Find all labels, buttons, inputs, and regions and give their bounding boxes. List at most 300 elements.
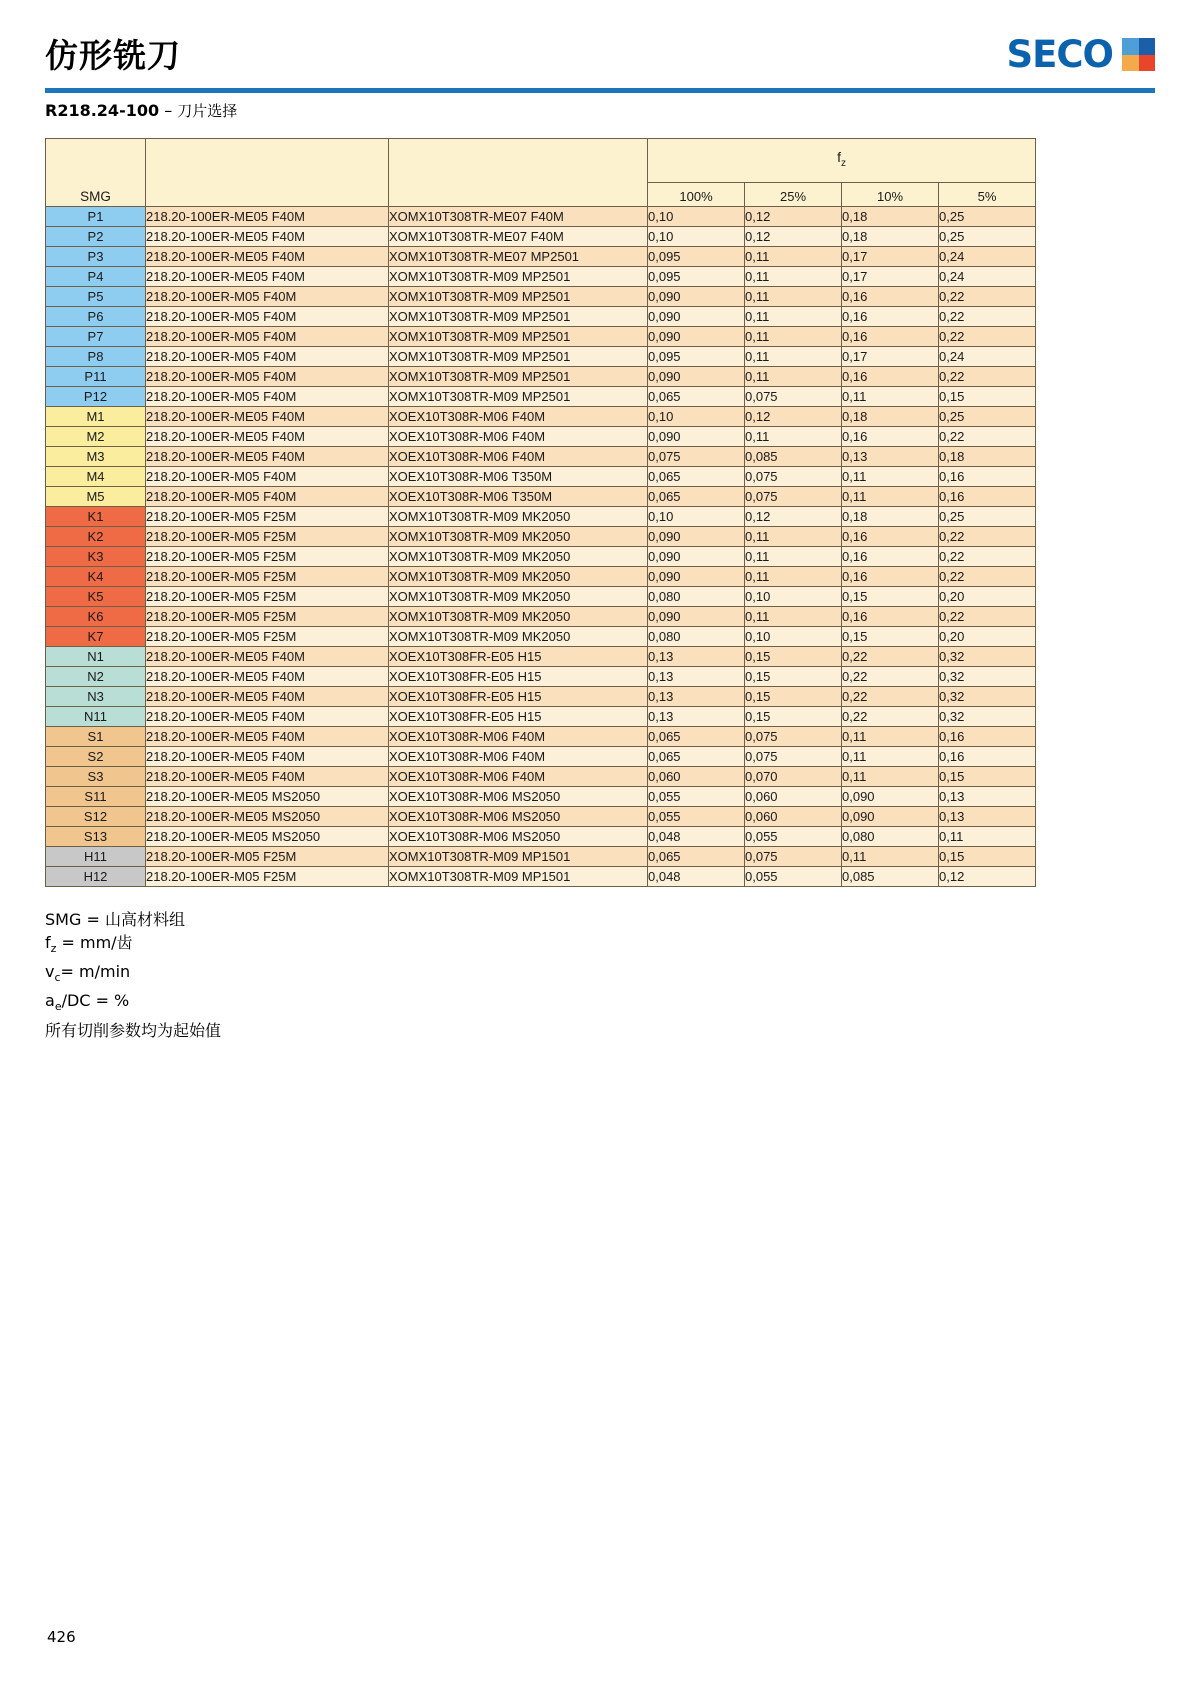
cell-cutter: 218.20-100ER-M05 F40M (146, 347, 389, 367)
cell-fz-25: 0,11 (745, 607, 842, 627)
cell-cutter: 218.20-100ER-ME05 F40M (146, 447, 389, 467)
cell-smg: N3 (46, 687, 146, 707)
table-row (46, 567, 1036, 587)
insert-selection-table-wrap (45, 138, 1035, 887)
cell-insert: XOEX10T308R-M06 F40M (389, 747, 648, 767)
header-fz-100: 100% (648, 183, 745, 207)
cell-fz-100: 0,065 (648, 727, 745, 747)
cell-fz-100: 0,13 (648, 707, 745, 727)
cell-fz-25: 0,055 (745, 867, 842, 887)
cell-fz-10: 0,22 (842, 707, 939, 727)
cell-smg: K1 (46, 507, 146, 527)
cell-fz-100: 0,048 (648, 827, 745, 847)
cell-fz-5: 0,15 (939, 847, 1036, 867)
cell-smg: P5 (46, 287, 146, 307)
cell-fz-5: 0,16 (939, 467, 1036, 487)
cell-fz-25: 0,15 (745, 667, 842, 687)
cell-cutter: 218.20-100ER-M05 F25M (146, 627, 389, 647)
table-row (46, 667, 1036, 687)
cell-insert: XOEX10T308R-M06 F40M (389, 447, 648, 467)
cell-fz-100: 0,090 (648, 327, 745, 347)
cell-cutter: 218.20-100ER-M05 F25M (146, 847, 389, 867)
cell-cutter: 218.20-100ER-M05 F40M (146, 307, 389, 327)
cell-fz-100: 0,080 (648, 587, 745, 607)
cell-fz-25: 0,15 (745, 687, 842, 707)
cell-fz-5: 0,16 (939, 747, 1036, 767)
cell-cutter: 218.20-100ER-M05 F25M (146, 867, 389, 887)
table-row (46, 227, 1036, 247)
cell-fz-25: 0,11 (745, 527, 842, 547)
cell-fz-25: 0,075 (745, 747, 842, 767)
cell-fz-5: 0,15 (939, 387, 1036, 407)
cell-fz-5: 0,15 (939, 767, 1036, 787)
table-row (46, 507, 1036, 527)
cell-smg: K3 (46, 547, 146, 567)
cell-fz-25: 0,075 (745, 387, 842, 407)
footnote-value: = mm/齿 (56, 933, 133, 952)
cell-fz-25: 0,10 (745, 627, 842, 647)
cell-cutter: 218.20-100ER-ME05 MS2050 (146, 787, 389, 807)
header-divider (45, 88, 1155, 93)
table-row (46, 727, 1036, 747)
cell-fz-5: 0,32 (939, 647, 1036, 667)
cell-fz-25: 0,10 (745, 587, 842, 607)
cell-fz-100: 0,090 (648, 527, 745, 547)
cell-insert: XOEX10T308R-M06 MS2050 (389, 827, 648, 847)
cell-insert: XOMX10T308TR-M09 MP2501 (389, 327, 648, 347)
cell-insert: XOMX10T308TR-M09 MP2501 (389, 367, 648, 387)
cell-fz-5: 0,24 (939, 247, 1036, 267)
cell-cutter: 218.20-100ER-M05 F25M (146, 547, 389, 567)
cell-fz-10: 0,15 (842, 627, 939, 647)
cell-fz-5: 0,18 (939, 447, 1036, 467)
cell-fz-10: 0,16 (842, 327, 939, 347)
cell-fz-25: 0,060 (745, 807, 842, 827)
cell-fz-10: 0,11 (842, 467, 939, 487)
cell-fz-5: 0,20 (939, 627, 1036, 647)
cell-fz-10: 0,15 (842, 587, 939, 607)
footnote-key: $v_c$ (45, 962, 61, 985)
cell-insert: XOEX10T308R-M06 MS2050 (389, 807, 648, 827)
table-row (46, 387, 1036, 407)
cell-cutter: 218.20-100ER-M05 F40M (146, 487, 389, 507)
cell-fz-5: 0,13 (939, 787, 1036, 807)
cell-fz-100: 0,090 (648, 287, 745, 307)
cell-fz-25: 0,060 (745, 787, 842, 807)
cell-fz-25: 0,11 (745, 547, 842, 567)
cell-insert: XOMX10T308TR-M09 MP2501 (389, 267, 648, 287)
table-row (46, 807, 1036, 827)
cell-cutter: 218.20-100ER-M05 F25M (146, 607, 389, 627)
cell-fz-25: 0,075 (745, 727, 842, 747)
cell-fz-100: 0,13 (648, 667, 745, 687)
table-row (46, 447, 1036, 467)
product-code: R218.24-100 (45, 101, 160, 120)
footnote-value: = m/min (60, 962, 131, 982)
cell-smg: K4 (46, 567, 146, 587)
cell-fz-10: 0,16 (842, 527, 939, 547)
cell-cutter: 218.20-100ER-M05 F25M (146, 507, 389, 527)
cell-fz-25: 0,12 (745, 507, 842, 527)
cell-fz-100: 0,055 (648, 787, 745, 807)
table-row (46, 827, 1036, 847)
table-row (46, 467, 1036, 487)
seco-wordmark: SECO (1006, 33, 1113, 76)
footnote-value: = 山高材料组 (81, 910, 185, 929)
cell-insert: XOEX10T308R-M06 F40M (389, 427, 648, 447)
cell-fz-10: 0,22 (842, 667, 939, 687)
footnote-line (45, 908, 221, 931)
cell-fz-25: 0,15 (745, 647, 842, 667)
cell-smg: N2 (46, 667, 146, 687)
table-row (46, 207, 1036, 227)
cell-fz-100: 0,095 (648, 267, 745, 287)
cell-insert: XOEX10T308R-M06 T350M (389, 467, 648, 487)
table-row (46, 607, 1036, 627)
cell-fz-100: 0,13 (648, 687, 745, 707)
subtitle-separator: – (159, 101, 178, 120)
cell-fz-10: 0,16 (842, 567, 939, 587)
cell-smg: P2 (46, 227, 146, 247)
cell-fz-25: 0,11 (745, 567, 842, 587)
cell-fz-5: 0,22 (939, 547, 1036, 567)
cell-fz-100: 0,065 (648, 487, 745, 507)
cell-smg: H11 (46, 847, 146, 867)
cell-insert: XOMX10T308TR-ME07 F40M (389, 207, 648, 227)
footnote-key: $a_e$ (45, 991, 62, 1014)
cell-fz-5: 0,22 (939, 327, 1036, 347)
table-row (46, 847, 1036, 867)
cell-fz-100: 0,095 (648, 247, 745, 267)
cell-fz-5: 0,25 (939, 407, 1036, 427)
cell-insert: XOMX10T308TR-M09 MP1501 (389, 847, 648, 867)
header-fz-group (648, 139, 1036, 183)
cell-fz-25: 0,11 (745, 267, 842, 287)
footnote-line (45, 989, 221, 1018)
cell-fz-10: 0,11 (842, 847, 939, 867)
page-header (45, 30, 1155, 92)
cell-fz-100: 0,13 (648, 647, 745, 667)
cell-smg: M5 (46, 487, 146, 507)
cell-insert: XOMX10T308TR-M09 MK2050 (389, 607, 648, 627)
cell-smg: M3 (46, 447, 146, 467)
cell-cutter: 218.20-100ER-M05 F40M (146, 467, 389, 487)
cell-cutter: 218.20-100ER-M05 F25M (146, 567, 389, 587)
cell-smg: S2 (46, 747, 146, 767)
cell-insert: XOEX10T308R-M06 F40M (389, 767, 648, 787)
header-fz-10: 10% (842, 183, 939, 207)
cell-cutter: 218.20-100ER-ME05 F40M (146, 747, 389, 767)
cell-cutter: 218.20-100ER-ME05 F40M (146, 707, 389, 727)
cell-fz-100: 0,10 (648, 207, 745, 227)
cell-smg: P6 (46, 307, 146, 327)
table-row (46, 347, 1036, 367)
cell-fz-5: 0,11 (939, 827, 1036, 847)
cell-smg: P11 (46, 367, 146, 387)
cell-smg: S11 (46, 787, 146, 807)
cell-fz-10: 0,16 (842, 287, 939, 307)
cell-fz-100: 0,090 (648, 427, 745, 447)
cell-fz-100: 0,090 (648, 547, 745, 567)
cell-fz-25: 0,11 (745, 367, 842, 387)
cell-fz-100: 0,055 (648, 807, 745, 827)
cell-fz-10: 0,085 (842, 867, 939, 887)
cell-cutter: 218.20-100ER-ME05 F40M (146, 667, 389, 687)
cell-fz-100: 0,065 (648, 847, 745, 867)
cell-insert: XOMX10T308TR-M09 MP2501 (389, 387, 648, 407)
cell-fz-10: 0,11 (842, 387, 939, 407)
cell-insert: XOEX10T308R-M06 F40M (389, 407, 648, 427)
cell-fz-100: 0,060 (648, 767, 745, 787)
table-row (46, 767, 1036, 787)
cell-insert: XOMX10T308TR-M09 MP1501 (389, 867, 648, 887)
cell-insert: XOMX10T308TR-ME07 MP2501 (389, 247, 648, 267)
cell-fz-100: 0,10 (648, 507, 745, 527)
table-row (46, 587, 1036, 607)
header-fz-5: 5% (939, 183, 1036, 207)
cell-fz-10: 0,16 (842, 547, 939, 567)
footnote-subscript: z (50, 942, 57, 956)
footnote-key: SMG (45, 910, 82, 929)
cell-fz-5: 0,25 (939, 507, 1036, 527)
cell-fz-25: 0,11 (745, 427, 842, 447)
cell-fz-10: 0,22 (842, 647, 939, 667)
cell-fz-5: 0,22 (939, 367, 1036, 387)
cell-cutter: 218.20-100ER-M05 F25M (146, 527, 389, 547)
cell-fz-25: 0,11 (745, 327, 842, 347)
cell-fz-25: 0,12 (745, 207, 842, 227)
cell-cutter: 218.20-100ER-ME05 F40M (146, 647, 389, 667)
cell-fz-5: 0,22 (939, 287, 1036, 307)
cell-fz-10: 0,16 (842, 427, 939, 447)
cell-smg: P7 (46, 327, 146, 347)
cell-smg: P3 (46, 247, 146, 267)
cell-fz-5: 0,24 (939, 267, 1036, 287)
cell-fz-5: 0,16 (939, 727, 1036, 747)
cell-insert: XOMX10T308TR-M09 MP2501 (389, 307, 648, 327)
cell-insert: XOMX10T308TR-M09 MK2050 (389, 587, 648, 607)
header-cutter-blank (146, 139, 389, 207)
cell-fz-100: 0,065 (648, 467, 745, 487)
table-row (46, 307, 1036, 327)
cell-insert: XOEX10T308FR-E05 H15 (389, 687, 648, 707)
cell-smg: P8 (46, 347, 146, 367)
cell-fz-5: 0,20 (939, 587, 1036, 607)
header-fz-label: $f_z$ (837, 149, 846, 169)
cell-insert: XOMX10T308TR-M09 MK2050 (389, 627, 648, 647)
cell-fz-100: 0,048 (648, 867, 745, 887)
cell-cutter: 218.20-100ER-M05 F40M (146, 287, 389, 307)
cell-fz-10: 0,17 (842, 267, 939, 287)
table-row (46, 547, 1036, 567)
cell-fz-100: 0,065 (648, 747, 745, 767)
cell-fz-5: 0,32 (939, 687, 1036, 707)
table-row (46, 627, 1036, 647)
cell-fz-25: 0,15 (745, 707, 842, 727)
cell-fz-25: 0,11 (745, 307, 842, 327)
cell-insert: XOEX10T308R-M06 F40M (389, 727, 648, 747)
cell-fz-10: 0,11 (842, 747, 939, 767)
cell-smg: P4 (46, 267, 146, 287)
table-footnotes (45, 908, 221, 1042)
cell-fz-25: 0,12 (745, 407, 842, 427)
cell-fz-10: 0,16 (842, 607, 939, 627)
cell-cutter: 218.20-100ER-M05 F25M (146, 587, 389, 607)
cell-cutter: 218.20-100ER-ME05 F40M (146, 687, 389, 707)
cell-fz-10: 0,16 (842, 307, 939, 327)
cell-smg: M1 (46, 407, 146, 427)
cell-insert: XOEX10T308FR-E05 H15 (389, 647, 648, 667)
footnote-line (45, 1019, 221, 1042)
cell-smg: K5 (46, 587, 146, 607)
table-row (46, 747, 1036, 767)
cell-insert: XOMX10T308TR-M09 MP2501 (389, 347, 648, 367)
cell-fz-10: 0,18 (842, 407, 939, 427)
cell-insert: XOEX10T308R-M06 MS2050 (389, 787, 648, 807)
cell-fz-10: 0,090 (842, 807, 939, 827)
footnote-key: $f_z$ (45, 933, 57, 956)
cell-fz-5: 0,22 (939, 607, 1036, 627)
cell-fz-10: 0,18 (842, 227, 939, 247)
cell-fz-10: 0,18 (842, 207, 939, 227)
cell-smg: N11 (46, 707, 146, 727)
footnote-line (45, 960, 221, 989)
cell-fz-5: 0,22 (939, 567, 1036, 587)
cell-cutter: 218.20-100ER-ME05 F40M (146, 727, 389, 747)
cell-smg: S12 (46, 807, 146, 827)
cell-fz-25: 0,11 (745, 287, 842, 307)
cell-insert: XOMX10T308TR-M09 MK2050 (389, 507, 648, 527)
table-row (46, 247, 1036, 267)
cell-cutter: 218.20-100ER-ME05 F40M (146, 427, 389, 447)
cell-insert: XOMX10T308TR-M09 MK2050 (389, 567, 648, 587)
header-fz-25: 25% (745, 183, 842, 207)
cell-fz-100: 0,090 (648, 567, 745, 587)
cell-fz-25: 0,075 (745, 847, 842, 867)
table-row (46, 267, 1036, 287)
cell-fz-100: 0,090 (648, 367, 745, 387)
cell-fz-25: 0,12 (745, 227, 842, 247)
page-title: 仿形铣刀 (45, 36, 181, 75)
cell-fz-5: 0,12 (939, 867, 1036, 887)
cell-cutter: 218.20-100ER-M05 F40M (146, 387, 389, 407)
cell-fz-10: 0,16 (842, 367, 939, 387)
cell-cutter: 218.20-100ER-M05 F40M (146, 327, 389, 347)
cell-cutter: 218.20-100ER-ME05 MS2050 (146, 807, 389, 827)
table-head-row-1 (46, 139, 1036, 183)
cell-smg: S3 (46, 767, 146, 787)
table-row (46, 527, 1036, 547)
cell-fz-10: 0,18 (842, 507, 939, 527)
cell-insert: XOMX10T308TR-M09 MK2050 (389, 547, 648, 567)
cell-cutter: 218.20-100ER-ME05 F40M (146, 767, 389, 787)
footnote-value: /DC = % (61, 991, 130, 1011)
table-head (46, 139, 1036, 207)
cell-insert: XOMX10T308TR-M09 MP2501 (389, 287, 648, 307)
seco-logo (1006, 33, 1155, 76)
footnote-line (45, 931, 221, 960)
cell-fz-100: 0,090 (648, 307, 745, 327)
cell-fz-100: 0,10 (648, 227, 745, 247)
cell-smg: P12 (46, 387, 146, 407)
cell-fz-5: 0,22 (939, 527, 1036, 547)
cell-fz-25: 0,11 (745, 247, 842, 267)
cell-fz-25: 0,070 (745, 767, 842, 787)
table-body (46, 207, 1036, 887)
cell-smg: N1 (46, 647, 146, 667)
seco-logo-squares-icon (1122, 38, 1155, 71)
cell-smg: K7 (46, 627, 146, 647)
cell-fz-10: 0,22 (842, 687, 939, 707)
cell-fz-100: 0,065 (648, 387, 745, 407)
subtitle-text: 刀片选择 (177, 102, 238, 120)
cell-fz-10: 0,17 (842, 347, 939, 367)
cell-smg: K6 (46, 607, 146, 627)
cell-fz-10: 0,11 (842, 487, 939, 507)
cell-fz-5: 0,16 (939, 487, 1036, 507)
table-row (46, 647, 1036, 667)
cell-cutter: 218.20-100ER-ME05 F40M (146, 227, 389, 247)
cell-fz-5: 0,25 (939, 207, 1036, 227)
header-smg: SMG (46, 139, 146, 207)
cell-cutter: 218.20-100ER-ME05 F40M (146, 267, 389, 287)
cell-fz-25: 0,055 (745, 827, 842, 847)
table-row (46, 327, 1036, 347)
cell-fz-10: 0,17 (842, 247, 939, 267)
cell-smg: H12 (46, 867, 146, 887)
section-subtitle (45, 100, 237, 121)
cell-cutter: 218.20-100ER-ME05 MS2050 (146, 827, 389, 847)
table-row (46, 867, 1036, 887)
cell-fz-5: 0,24 (939, 347, 1036, 367)
table-row (46, 787, 1036, 807)
cell-fz-10: 0,090 (842, 787, 939, 807)
cell-fz-100: 0,075 (648, 447, 745, 467)
cell-fz-10: 0,13 (842, 447, 939, 467)
cell-fz-100: 0,080 (648, 627, 745, 647)
cell-insert: XOEX10T308FR-E05 H15 (389, 667, 648, 687)
cell-smg: S1 (46, 727, 146, 747)
cell-fz-10: 0,080 (842, 827, 939, 847)
page-number: 426 (47, 1628, 76, 1646)
footnote-value: 所有切削参数均为起始值 (45, 1020, 222, 1040)
cell-fz-5: 0,32 (939, 667, 1036, 687)
cell-fz-5: 0,32 (939, 707, 1036, 727)
table-row (46, 707, 1036, 727)
cell-fz-25: 0,085 (745, 447, 842, 467)
header-insert-blank (389, 139, 648, 207)
table-row (46, 427, 1036, 447)
footnote-subscript: e (54, 1000, 62, 1014)
table-row (46, 687, 1036, 707)
table-row (46, 407, 1036, 427)
cell-fz-100: 0,10 (648, 407, 745, 427)
cell-cutter: 218.20-100ER-ME05 F40M (146, 407, 389, 427)
cell-cutter: 218.20-100ER-ME05 F40M (146, 247, 389, 267)
cell-fz-25: 0,075 (745, 467, 842, 487)
cell-smg: P1 (46, 207, 146, 227)
cell-smg: M2 (46, 427, 146, 447)
cell-insert: XOEX10T308R-M06 T350M (389, 487, 648, 507)
cell-insert: XOMX10T308TR-M09 MK2050 (389, 527, 648, 547)
cell-cutter: 218.20-100ER-M05 F40M (146, 367, 389, 387)
cell-fz-5: 0,25 (939, 227, 1036, 247)
cell-fz-5: 0,22 (939, 427, 1036, 447)
cell-fz-100: 0,095 (648, 347, 745, 367)
table-row (46, 287, 1036, 307)
cell-smg: M4 (46, 467, 146, 487)
cell-smg: S13 (46, 827, 146, 847)
